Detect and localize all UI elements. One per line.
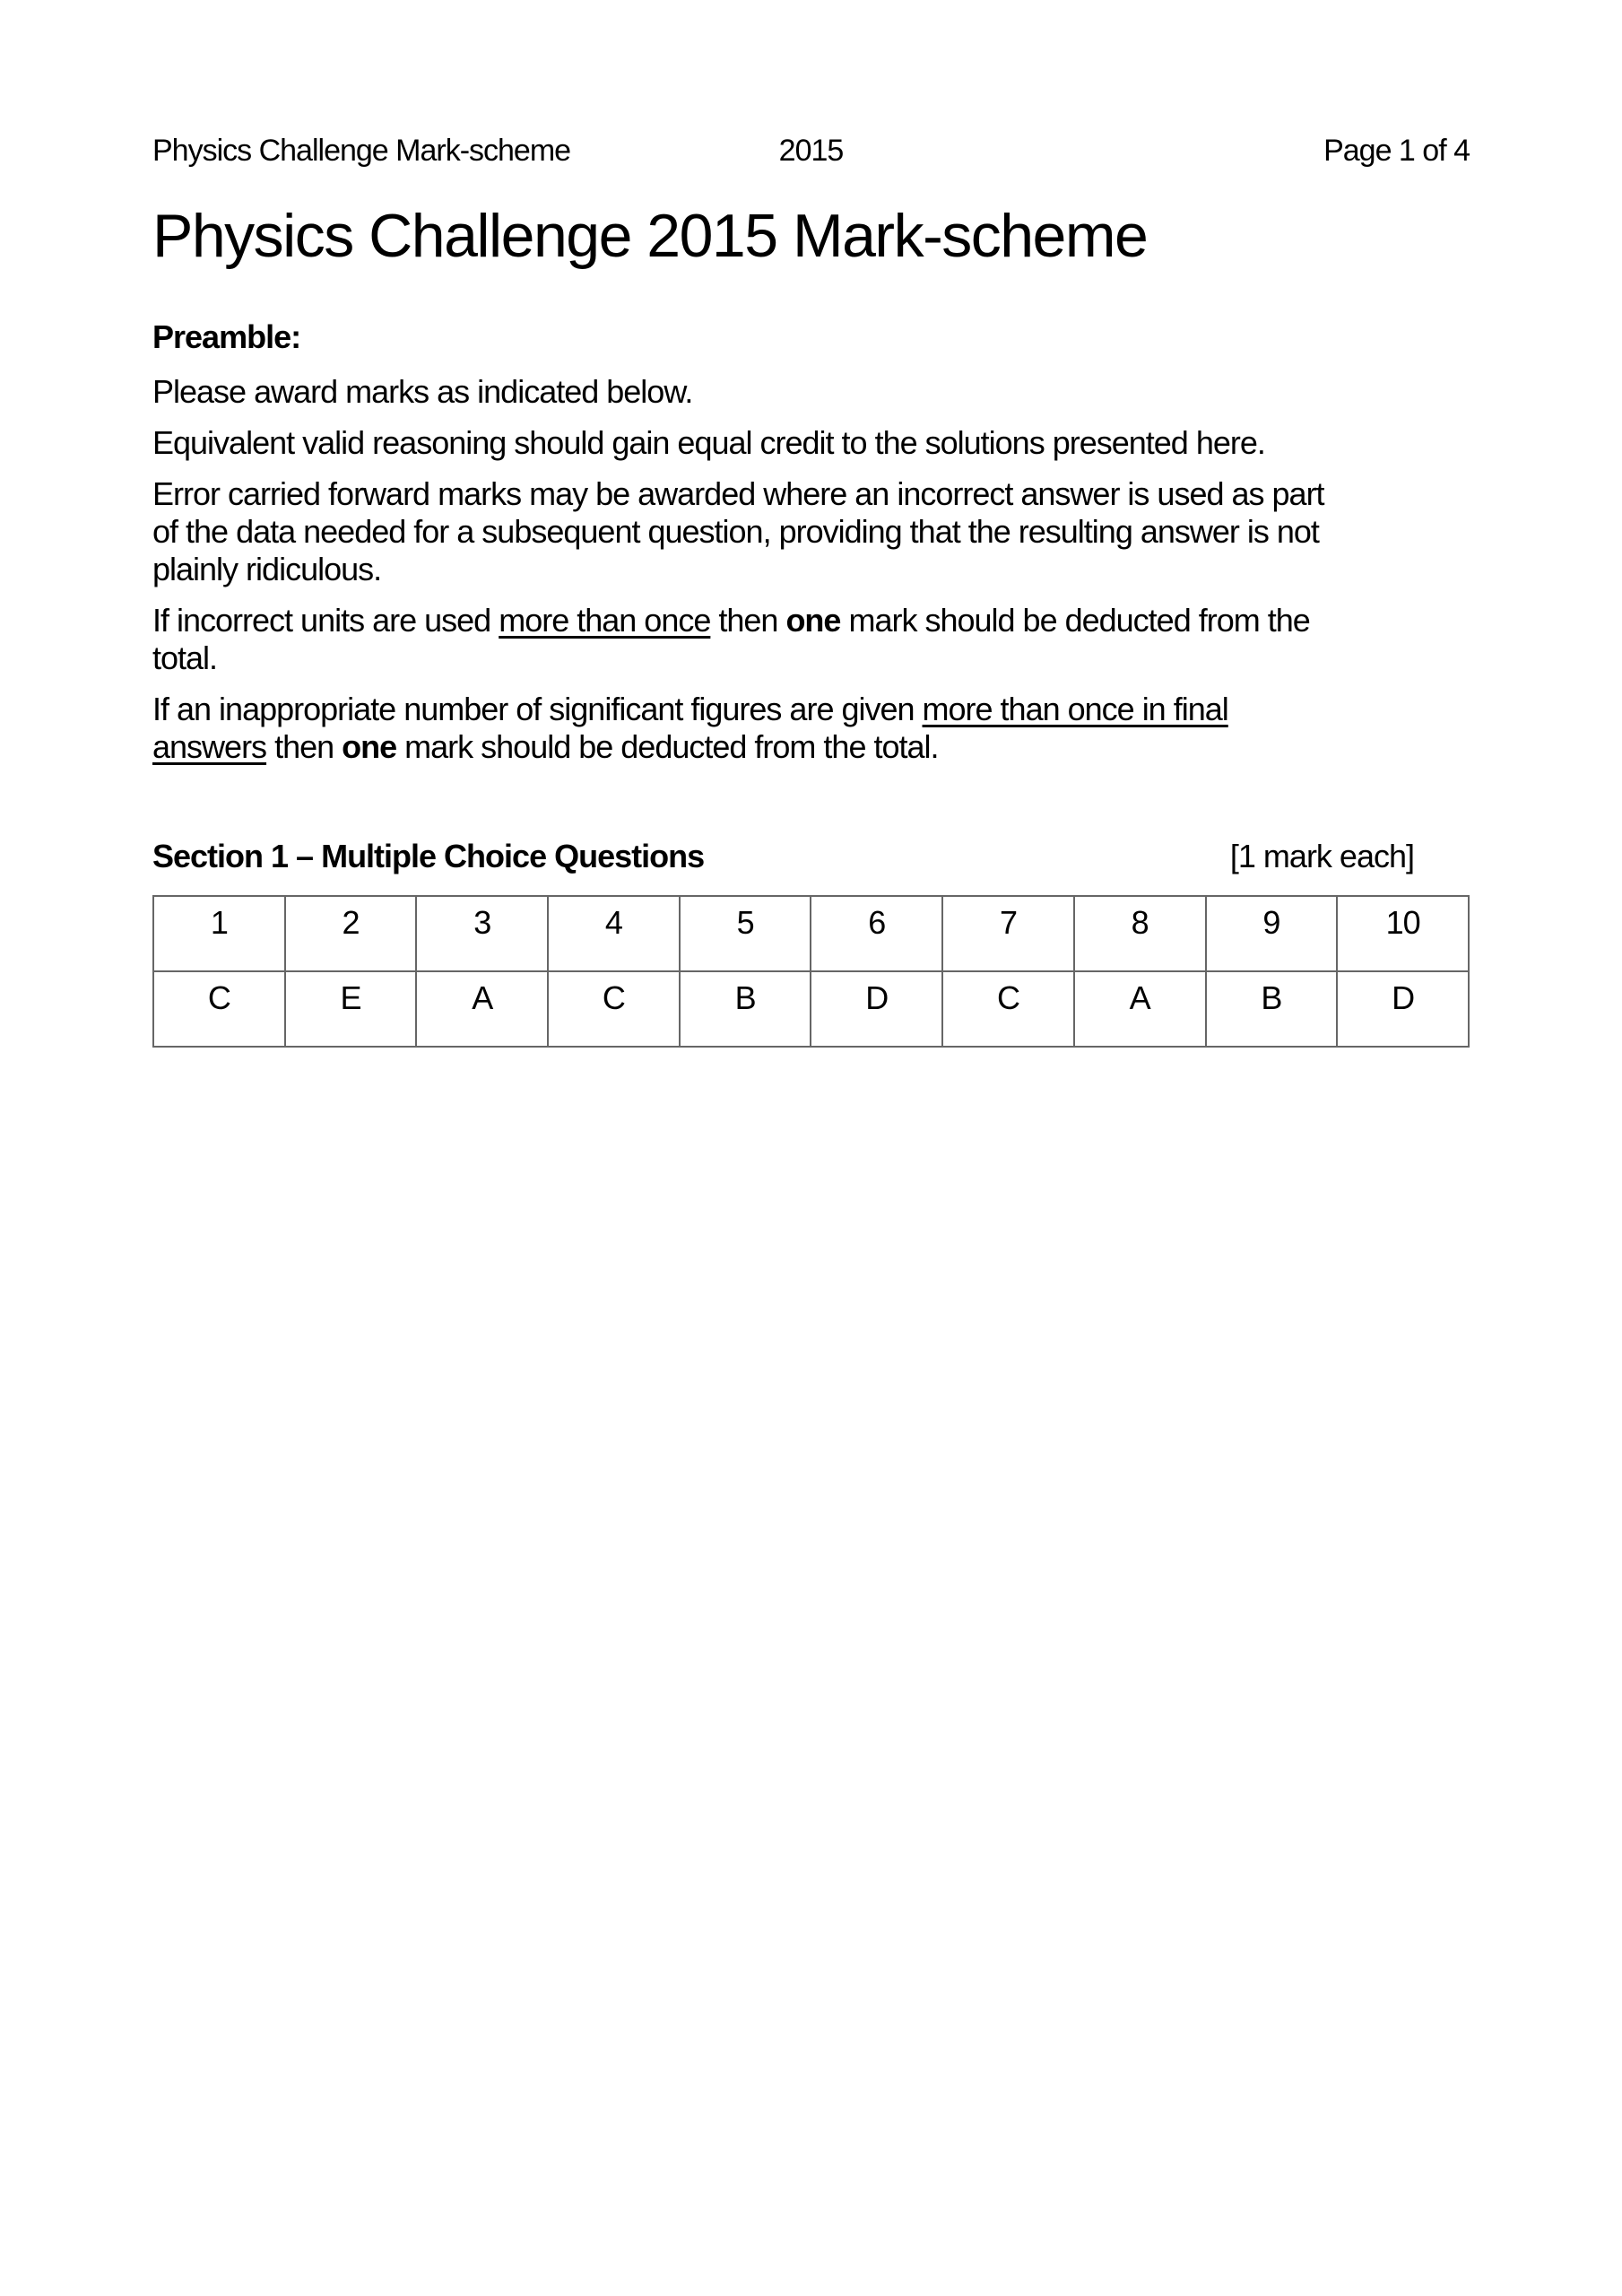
section1-marks-note: [1 mark each] bbox=[1229, 838, 1414, 874]
text-run: If an inappropriate number of significant figures are given bbox=[152, 691, 923, 727]
preamble-paragraph bbox=[152, 691, 1470, 766]
text-run: of the data needed for a subsequent question, providing that the resulting answer is not bbox=[152, 513, 1319, 550]
text-run: total. bbox=[152, 639, 218, 676]
preamble-paragraph bbox=[152, 424, 1470, 462]
question-number-cell: 8 bbox=[1074, 896, 1206, 971]
page-title: Physics Challenge 2015 Mark-scheme bbox=[152, 202, 1148, 270]
question-number-cell: 9 bbox=[1206, 896, 1338, 971]
question-number-cell: 7 bbox=[942, 896, 1074, 971]
answer-letter-cell: C bbox=[153, 971, 285, 1047]
text-run: then bbox=[710, 602, 786, 639]
underlined-text: more than once in final bbox=[922, 691, 1228, 727]
answers-table bbox=[152, 895, 1470, 1048]
question-number-row bbox=[153, 896, 1469, 971]
header-year: 2015 bbox=[778, 134, 844, 168]
question-number-cell: 10 bbox=[1337, 896, 1469, 971]
text-run: plainly ridiculous. bbox=[152, 551, 382, 587]
preamble-heading: Preamble: bbox=[152, 318, 301, 355]
question-number-cell: 1 bbox=[153, 896, 285, 971]
answer-letter-cell: B bbox=[1206, 971, 1338, 1047]
preamble-paragraph bbox=[152, 475, 1470, 588]
bold-text: one bbox=[785, 602, 841, 639]
question-number-cell: 5 bbox=[680, 896, 811, 971]
text-run: mark should be deducted from the total. bbox=[396, 728, 939, 765]
section1-heading: Section 1 – Multiple Choice Questions bbox=[152, 838, 705, 874]
answer-letter-cell: E bbox=[285, 971, 417, 1047]
answer-letter-cell: A bbox=[1074, 971, 1206, 1047]
text-run: Please award marks as indicated below. bbox=[152, 373, 693, 410]
answer-letter-cell: D bbox=[811, 971, 942, 1047]
underlined-text: more than once bbox=[499, 602, 711, 639]
section1-heading-row bbox=[152, 838, 1470, 875]
answer-letter-row bbox=[153, 971, 1469, 1047]
answer-letter-cell: C bbox=[942, 971, 1074, 1047]
bold-text: one bbox=[342, 728, 397, 765]
answer-letter-cell: C bbox=[548, 971, 680, 1047]
header-document-name: Physics Challenge Mark-scheme bbox=[152, 134, 571, 168]
answer-letter-cell: D bbox=[1337, 971, 1469, 1047]
answer-letter-cell: B bbox=[680, 971, 811, 1047]
text-run: then bbox=[266, 728, 343, 765]
text-run: Equivalent valid reasoning should gain equal credit to the solutions presented here. bbox=[152, 424, 1265, 461]
preamble-paragraphs bbox=[152, 373, 1470, 766]
question-number-cell: 6 bbox=[811, 896, 942, 971]
question-number-cell: 3 bbox=[416, 896, 548, 971]
page-header bbox=[152, 135, 1470, 167]
preamble-paragraph bbox=[152, 373, 1470, 411]
text-run: Error carried forward marks may be awarded where an incorrect answer is used as part bbox=[152, 475, 1324, 512]
text-run: mark should be deducted from the bbox=[840, 602, 1310, 639]
preamble-paragraph bbox=[152, 602, 1470, 677]
underlined-text: answers bbox=[152, 728, 267, 765]
question-number-cell: 4 bbox=[548, 896, 680, 971]
header-page-number: Page 1 of 4 bbox=[1323, 134, 1470, 168]
question-number-cell: 2 bbox=[285, 896, 417, 971]
text-run: If incorrect units are used bbox=[152, 602, 499, 639]
answer-letter-cell: A bbox=[416, 971, 548, 1047]
